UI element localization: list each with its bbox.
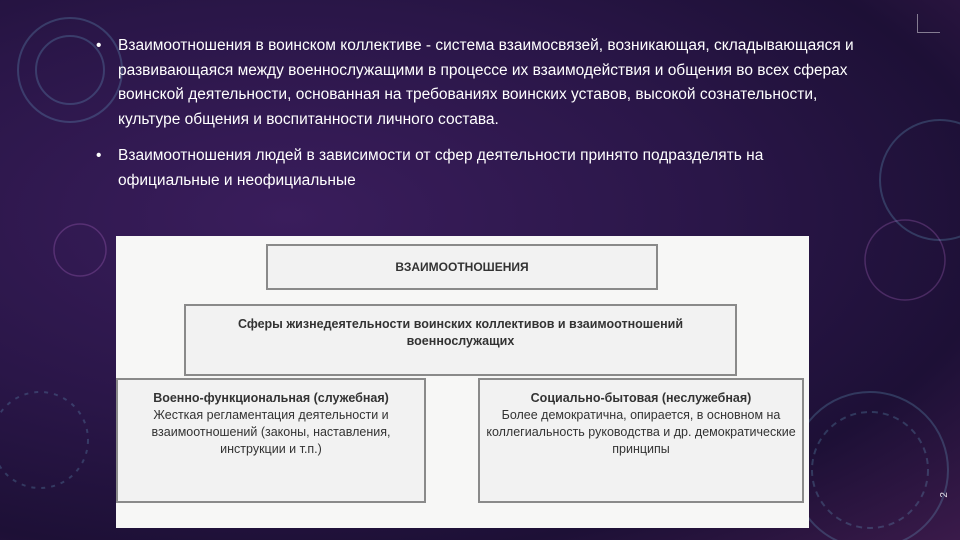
bullet-icon: • bbox=[96, 37, 102, 54]
relationships-diagram bbox=[116, 236, 809, 528]
bullet-item bbox=[94, 144, 854, 193]
corner-mark bbox=[917, 14, 940, 33]
diagram-middle-box: Сферы жизнедеятельности воинских коллективов и взаимоотношений военнослужащих bbox=[184, 304, 737, 376]
bullet-text: Взаимоотношения людей в зависимости от сфер деятельности принято подразделять на официальные и неофициальные bbox=[118, 147, 764, 189]
bullet-icon: • bbox=[96, 147, 102, 164]
page-number: 2 bbox=[939, 490, 950, 498]
bullet-list bbox=[94, 34, 854, 205]
bullet-text: Взаимоотношения в воинском коллективе - система взаимосвязей, возникающая, складывающаяся и развивающаяся между военнослужащими в процессе их взаимодействия и общения во всех сферах воинской деятельности, основанная на требованиях воинских уставов, высокой сознательности, культуре общения и воспитанности личного состава. bbox=[118, 37, 854, 128]
diagram-top-box: ВЗАИМООТНОШЕНИЯ bbox=[266, 244, 658, 290]
bullet-item bbox=[94, 34, 854, 132]
left-box-description: Жесткая регламентация деятельности и взаимоотношений (законы, наставления, инструкции и т.п.) bbox=[151, 408, 391, 456]
diagram-left-box bbox=[116, 378, 426, 503]
right-box-description: Более демократична, опирается, в основном на коллегиальность руководства и др. демократические принципы bbox=[486, 408, 796, 456]
left-box-title: Военно-функциональная (служебная) bbox=[153, 391, 389, 405]
right-box-title: Социально-бытовая (неслужебная) bbox=[530, 391, 752, 405]
diagram-right-box bbox=[478, 378, 804, 503]
